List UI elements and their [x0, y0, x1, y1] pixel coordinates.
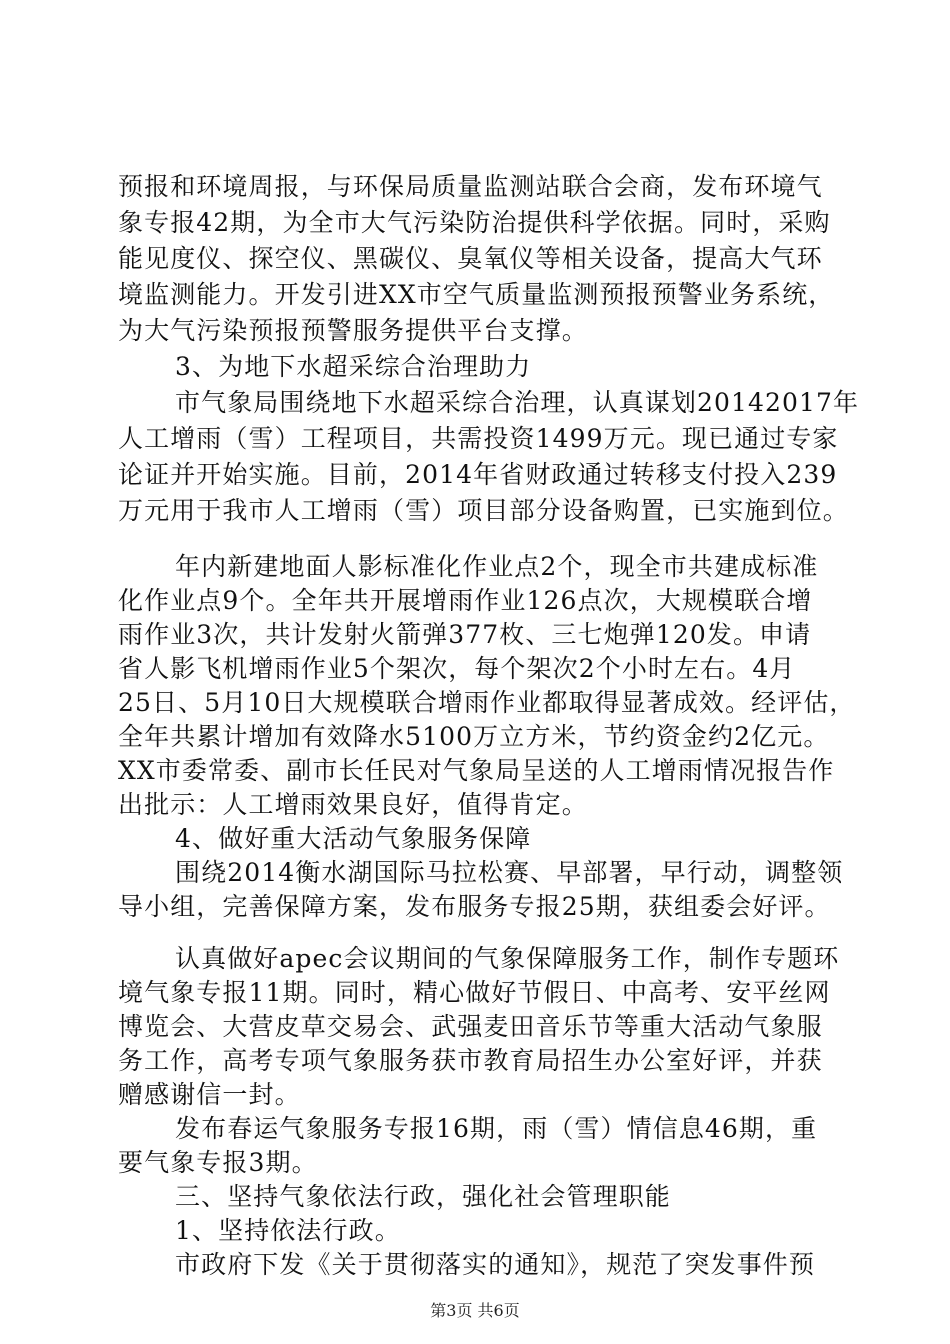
text-line: XX市委常委、副市长任民对气象局呈送的人工增雨情况报告作: [118, 756, 835, 785]
text-line: 预报和环境周报，与环保局质量监测站联合会商，发布环境气: [118, 172, 823, 201]
paragraph-first-line: 年内新建地面人影标准化作业点2个，现全市共建成标准: [175, 552, 819, 581]
text-line: 能见度仪、探空仪、黑碳仪、臭氧仪等相关设备，提高大气环: [118, 244, 823, 273]
text-line: 博览会、大营皮草交易会、武强麦田音乐节等重大活动气象服: [118, 1012, 823, 1041]
text-line: 为大气污染预报预警服务提供平台支撑。: [118, 316, 588, 345]
text-line: 境监测能力。开发引进XX市空气质量监测预报预警业务系统，: [118, 280, 835, 309]
text-line: 雨作业3次，共计发射火箭弹377枚、三七炮弹120发。申请: [118, 620, 812, 649]
text-line: 人工增雨（雪）工程项目，共需投资1499万元。现已通过专家: [118, 424, 839, 453]
page-number-footer: 第3页 共6页: [430, 1301, 520, 1320]
text-line: 万元用于我市人工增雨（雪）项目部分设备购置，已实施到位。: [118, 496, 849, 525]
section-heading: 三、坚持气象依法行政，强化社会管理职能: [175, 1182, 671, 1211]
text-line: 务工作，高考专项气象服务获市教育局招生办公室好评，并获: [118, 1046, 823, 1075]
text-line: 导小组，完善保障方案，发布服务专报25期，获组委会好评。: [118, 892, 831, 921]
text-line: 25日、5月10日大规模联合增雨作业都取得显著成效。经评估，: [118, 688, 856, 717]
paragraph-first-line: 市政府下发《关于贯彻落实的通知》，规范了突发事件预: [175, 1250, 816, 1279]
text-line: 境气象专报11期。同时，精心做好节假日、中高考、安平丝网: [118, 978, 831, 1007]
text-line: 化作业点9个。全年共开展增雨作业126点次，大规模联合增: [118, 586, 813, 615]
text-line: 象专报42期，为全市大气污染防治提供科学依据。同时，采购: [118, 208, 831, 237]
section-heading: 3、为地下水超采综合治理助力: [175, 352, 532, 381]
section-heading: 4、做好重大活动气象服务保障: [175, 824, 532, 853]
paragraph-first-line: 认真做好apec会议期间的气象保障服务工作，制作专题环: [175, 944, 840, 973]
paragraph-first-line: 发布春运气象服务专报16期，雨（雪）情信息46期，重: [175, 1114, 818, 1143]
text-line: 赠感谢信一封。: [118, 1080, 301, 1109]
paragraph-first-line: 市气象局围绕地下水超采综合治理，认真谋划20142017年: [175, 388, 860, 417]
subsection-heading: 1、坚持依法行政。: [175, 1216, 401, 1245]
text-line: 论证并开始实施。目前，2014年省财政通过转移支付投入239: [118, 460, 838, 489]
paragraph-first-line: 围绕2014衡水湖国际马拉松赛、早部署，早行动，调整领: [175, 858, 844, 887]
text-line: 省人影飞机增雨作业5个架次，每个架次2个小时左右。4月: [118, 654, 796, 683]
text-line: 出批示：人工增雨效果良好，值得肯定。: [118, 790, 588, 819]
text-line: 全年共累计增加有效降水5100万立方米，节约资金约2亿元。: [118, 722, 830, 751]
text-line: 要气象专报3期。: [118, 1148, 318, 1177]
